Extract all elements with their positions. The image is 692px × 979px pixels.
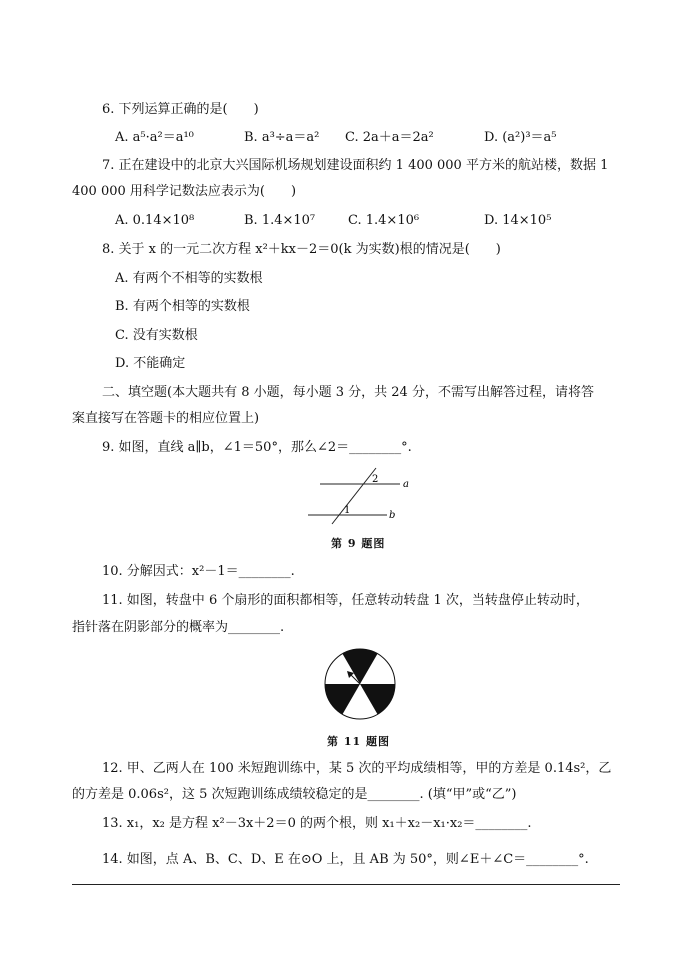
q8-option-c: C. 没有实数根 bbox=[115, 328, 198, 343]
q6-stem: 6. 下列运算正确的是( ) bbox=[102, 102, 259, 117]
shaded-sector-lower-right bbox=[360, 684, 395, 714]
label-1: 1 bbox=[344, 505, 351, 516]
q7-stem-line1: 7. 正在建设中的北京大兴国际机场规划建设面积约 1 400 000 平方米的航站楼，数据 1 bbox=[102, 158, 609, 173]
q8-stem: 8. 关于 x 的一元二次方程 x²＋kx－2＝0(k 为实数)根的情况是( ) bbox=[102, 242, 501, 257]
q7-option-a: A. 0.14×10⁸ bbox=[115, 213, 195, 228]
q6-options bbox=[115, 129, 595, 147]
label-b: b bbox=[389, 510, 396, 521]
shaded-sector-lower-left bbox=[325, 684, 360, 714]
q11-stem-line1: 11. 如图，转盘中 6 个扇形的面积都相等，任意转动转盘 1 次，当转盘停止转动时， bbox=[102, 593, 589, 608]
q6-option-d: D. (a²)³＝a⁵ bbox=[484, 130, 557, 145]
q6-option-c: C. 2a＋a＝2a² bbox=[345, 130, 434, 145]
transversal-line bbox=[332, 468, 379, 524]
q10-stem: 10. 分解因式：x²－1＝________. bbox=[102, 564, 295, 579]
q6-option-a: A. a⁵·a²＝a¹⁰ bbox=[115, 130, 194, 145]
q9-figure-caption: 第 9 题图 bbox=[331, 537, 386, 550]
q7-stem-line2: 400 000 用科学记数法应表示为( ) bbox=[72, 184, 297, 199]
q7-options bbox=[115, 212, 595, 230]
q14-stem: 14. 如图，点 A、B、C、D、E 在⊙O 上，且 AB 为 50°，则∠E＋∠C＝________°. bbox=[102, 852, 589, 867]
q13-stem: 13. x₁，x₂ 是方程 x²－3x＋2＝0 的两个根，则 x₁＋x₂－x₁·x₂＝________. bbox=[102, 816, 532, 831]
q8-option-b: B. 有两个相等的实数根 bbox=[115, 299, 250, 314]
q6-option-b: B. a³÷a＝a² bbox=[244, 130, 320, 145]
q9-stem: 9. 如图，直线 a∥b，∠1＝50°，那么∠2＝________°. bbox=[102, 440, 412, 455]
q8-option-d: D. 不能确定 bbox=[115, 356, 186, 371]
q8-option-a: A. 有两个不相等的实数根 bbox=[115, 271, 263, 286]
q7-option-b: B. 1.4×10⁷ bbox=[244, 213, 316, 228]
q12-stem-line2: 的方差是 0.06s²，这 5 次短跑训练成绩较稳定的是________. (填“甲”或“乙”) bbox=[72, 787, 517, 802]
q11-figure-caption: 第 11 题图 bbox=[327, 735, 390, 748]
q12-stem-line1: 12. 甲、乙两人在 100 米短跑训练中，某 5 次的平均成绩相等，甲的方差是 0.14s²，乙 bbox=[102, 761, 612, 776]
q7-option-d: D. 14×10⁵ bbox=[484, 213, 552, 228]
label-a: a bbox=[403, 479, 409, 490]
q11-stem-line2: 指针落在阴影部分的概率为________. bbox=[72, 620, 285, 635]
q7-option-c: C. 1.4×10⁶ bbox=[348, 213, 420, 228]
q11-spinner-figure bbox=[324, 648, 396, 720]
section2-heading-line1: 二、填空题(本大题共有 8 小题，每小题 3 分，共 24 分，不需写出解答过程，请将答 bbox=[102, 385, 594, 400]
shaded-sector-top bbox=[343, 649, 378, 684]
section2-heading-line2: 案直接写在答题卡的相应位置上) bbox=[72, 411, 260, 426]
q9-parallel-lines-figure bbox=[298, 464, 408, 526]
page-bottom-rule bbox=[72, 884, 620, 885]
label-2: 2 bbox=[372, 474, 379, 485]
